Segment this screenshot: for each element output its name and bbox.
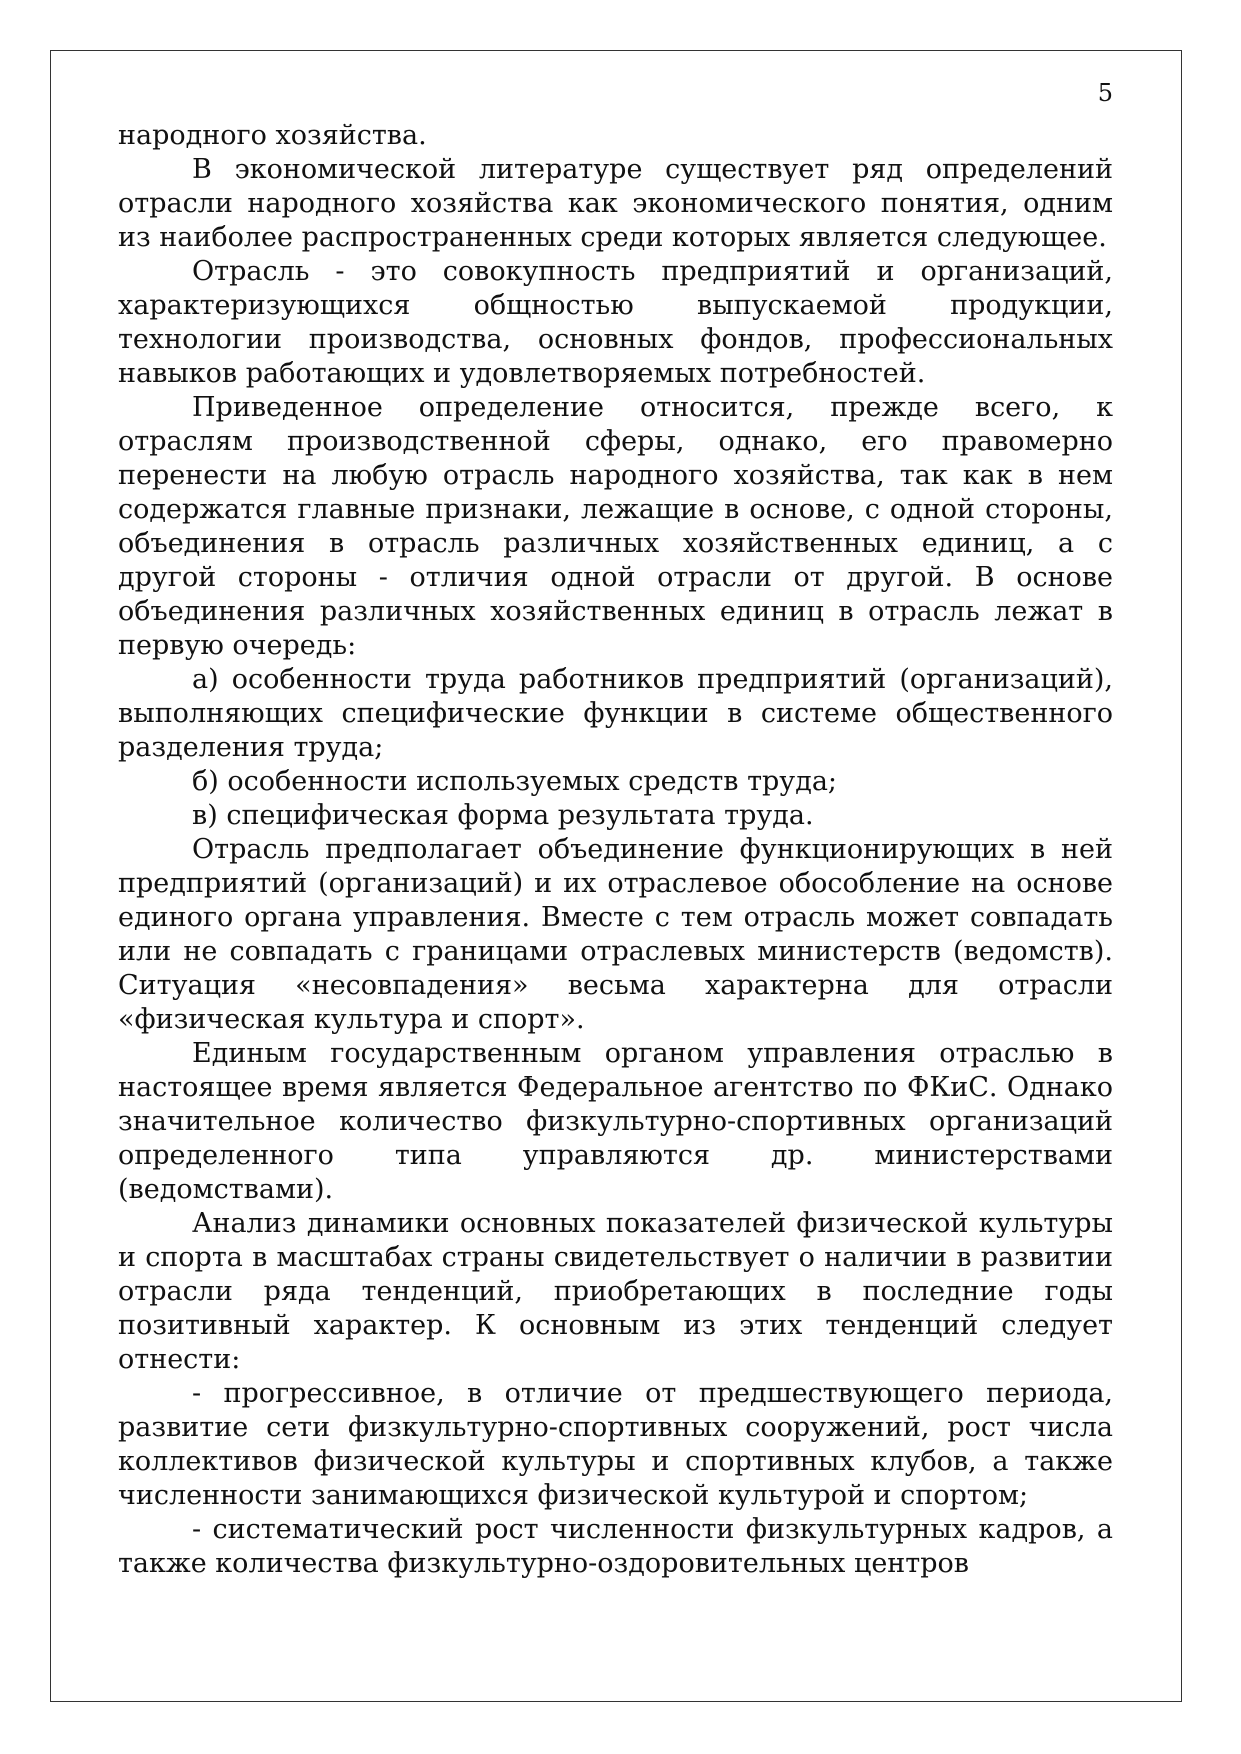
paragraph: Отрасль - это совокупность предприятий и организаций, характеризующихся общностью выпускаемой продукции, технологии производства, основных фондов, профессиональных навыков работающих и удовлетворяемых потребностей.: [118, 256, 1113, 389]
paragraph: народного хозяйства.: [118, 120, 427, 151]
paragraph: Анализ динамики основных показателей физической культуры и спорта в масштабах страны свидетельствует о наличии в развитии отрасли ряда тенденций, приобретающих в последние годы позитивный характер. К основным из этих тенденций следует отнести:: [118, 1208, 1113, 1375]
list-item: - систематический рост численности физкультурных кадров, а также количества физкультурно-оздоровительных центров: [118, 1514, 1113, 1579]
list-item: - прогрессивное, в отличие от предшествующего периода, развитие сети физкультурно-спортивных сооружений, рост числа коллективов физической культуры и спортивных клубов, а также численности занимающихся физической культурой и спортом;: [118, 1378, 1113, 1511]
page-number: 5: [1097, 79, 1113, 107]
list-item: а) особенности труда работников предприятий (организаций), выполняющих специфические функции в системе общественного разделения труда;: [118, 664, 1113, 763]
paragraph: В экономической литературе существует ряд определений отрасли народного хозяйства как экономического понятия, одним из наиболее распространенных среди которых является следующее.: [118, 154, 1113, 253]
paragraph: Приведенное определение относится, прежде всего, к отраслям производственной сферы, однако, его правомерно перенести на любую отрасль народного хозяйства, так как в нем содержатся главные признаки, лежащие в основе, с одной стороны, объединения в отрасль различных хозяйственных единиц, а с другой стороны - отличия одной отрасли от другой. В основе объединения различных хозяйственных единиц в отрасль лежат в первую очередь:: [118, 392, 1113, 661]
paragraph: Отрасль предполагает объединение функционирующих в ней предприятий (организаций) и их отраслевое обособление на основе единого органа управления. Вместе с тем отрасль может совпадать или не совпадать с границами отраслевых министерств (ведомств). Ситуация «несовпадения» весьма характерна для отрасли «физическая культура и спорт».: [118, 834, 1113, 1035]
page-border: [50, 50, 1182, 1702]
list-item: в) специфическая форма результата труда.: [192, 800, 814, 831]
paragraph: Единым государственным органом управления отраслью в настоящее время является Федеральное агентство по ФКиС. Однако значительное количество физкультурно-спортивных организаций определенного типа управляются др. министерствами (ведомствами).: [118, 1038, 1113, 1205]
document-body: [118, 119, 1113, 1581]
list-item: б) особенности используемых средств труда;: [192, 766, 838, 797]
